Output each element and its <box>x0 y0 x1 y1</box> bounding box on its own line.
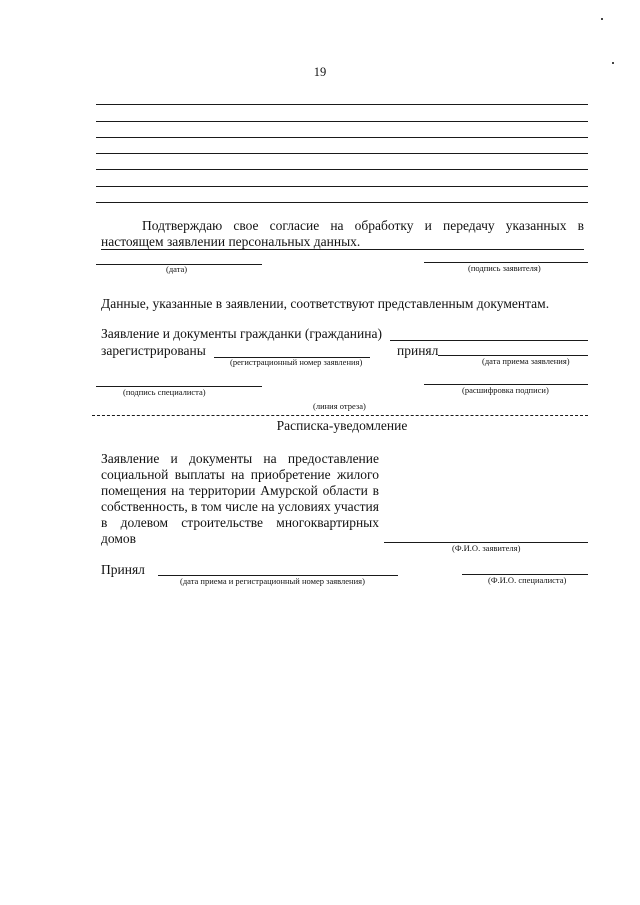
cut-line-caption: (линия отреза) <box>313 401 366 411</box>
blank-line <box>96 137 588 138</box>
blank-line <box>96 169 588 170</box>
blank-line <box>96 153 588 154</box>
consent-line-2: настоящем заявлении персональных данных. <box>101 234 361 249</box>
receipt-body-line: Заявление и документы на предоставление <box>101 451 379 466</box>
blank-line <box>96 186 588 187</box>
receipt-body-line: в долевом строительстве многоквартирных <box>101 515 379 530</box>
consent-underline <box>101 249 584 250</box>
registration-line-1: Заявление и документы гражданки (гражданина) <box>101 326 382 341</box>
blank-line <box>96 121 588 122</box>
receipt-body-line: собственность, в том числе на условиях участия <box>101 499 379 514</box>
receipt-accepted-label: Принял <box>101 562 145 577</box>
page-number: 19 <box>313 65 327 79</box>
consent-line-1: Подтверждаю свое согласие на обработку и передачу указанных в <box>142 218 584 233</box>
scan-speck <box>601 18 603 20</box>
accepted-label: принял <box>397 343 439 358</box>
date-caption: (дата) <box>166 264 188 274</box>
receipt-date-reg-caption: (дата приема и регистрационный номер заявления) <box>180 576 365 586</box>
specialist-signature-caption: (подпись специалиста) <box>123 387 206 397</box>
specialist-name-caption: (Ф.И.О. специалиста) <box>488 575 567 585</box>
receipt-body-line: социальной выплаты на приобретение жилого <box>101 467 379 482</box>
blank-line <box>96 202 588 203</box>
applicant-signature-caption: (подпись заявителя) <box>468 263 541 273</box>
blank-line <box>96 104 588 105</box>
documents-match-text: Данные, указанные в заявлении, соответствуют представленным документам. <box>101 296 550 311</box>
citizen-name-line <box>390 340 588 341</box>
registration-line-2: зарегистрированы <box>101 343 206 358</box>
receive-date-caption: (дата приема заявления) <box>482 356 570 366</box>
receipt-body-line: домов <box>101 531 137 546</box>
signature-decoding-caption: (расшифровка подписи) <box>462 385 549 395</box>
receipt-body-line: помещения на территории Амурской области в <box>101 483 379 498</box>
receipt-title: Расписка-уведомление <box>276 418 408 433</box>
cut-line <box>92 415 588 416</box>
reg-number-caption: (регистрационный номер заявления) <box>230 357 363 367</box>
applicant-name-caption: (Ф.И.О. заявителя) <box>452 543 521 553</box>
